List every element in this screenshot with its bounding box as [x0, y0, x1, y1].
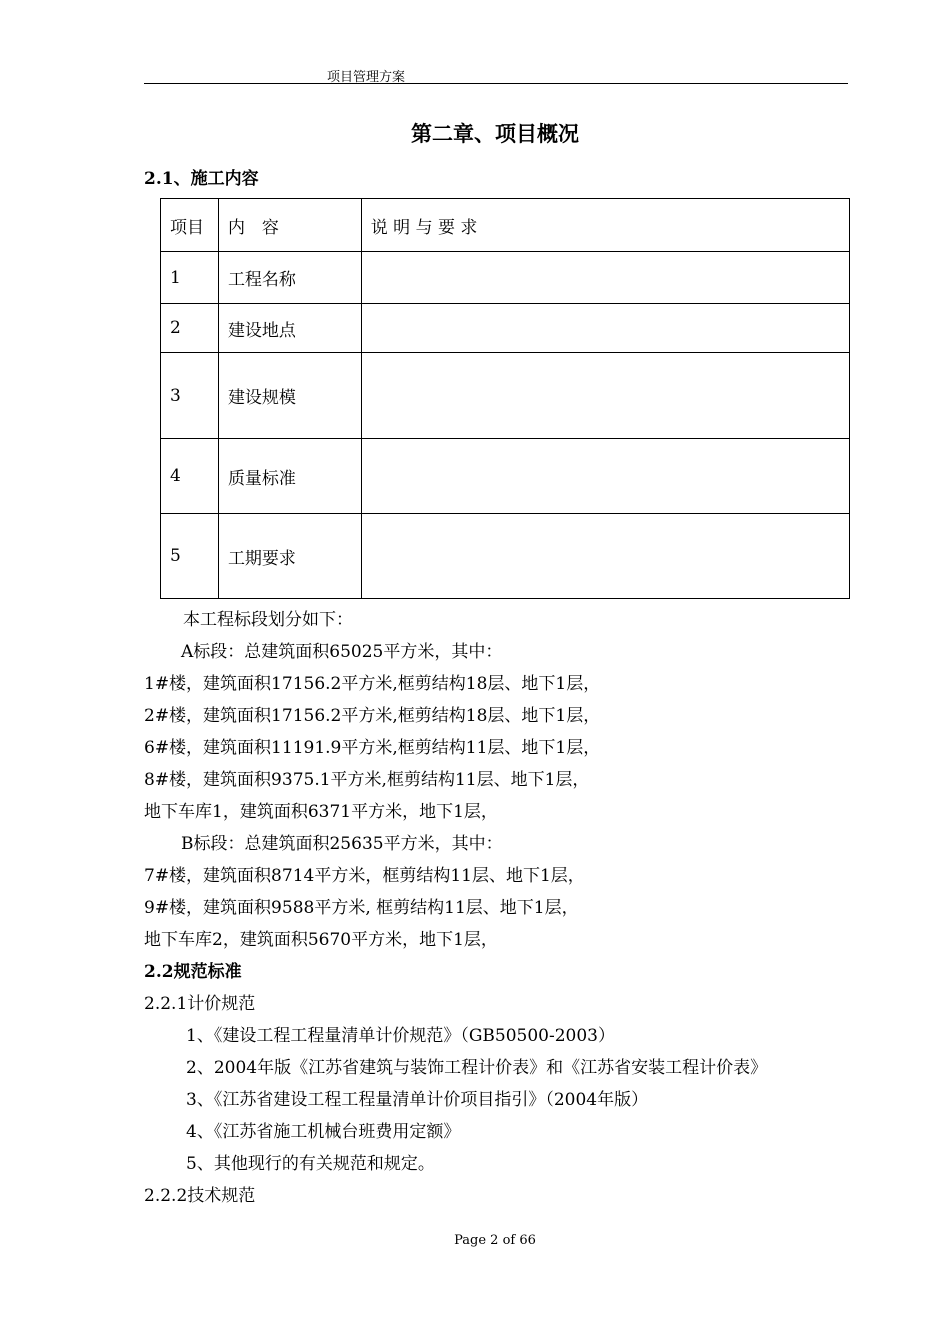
list-item: 5、其他现行的有关规范和规定。 [186, 1154, 435, 1174]
row-desc [361, 252, 849, 304]
row-number: 1 [161, 252, 219, 304]
page-number: Page 2 of 66 [454, 1233, 536, 1248]
table-row [161, 304, 850, 353]
list-item: 1、《建设工程工程量清单计价规范》（GB50500-2003） [186, 1026, 615, 1046]
row-item: 工期要求 [218, 514, 361, 599]
row-number: 3 [161, 353, 219, 439]
paragraph-b-section: B标段：总建筑面积25635平方米，其中： [181, 834, 503, 854]
project-info-table [160, 198, 850, 599]
row-item: 质量标准 [218, 439, 361, 514]
running-header: 项目管理方案 [327, 70, 406, 85]
row-desc [361, 304, 849, 353]
table-header-cell: 内 容 [218, 199, 361, 252]
list-item: 9#楼，建筑面积9588平方米, 框剪结构11层、地下1层， [144, 898, 579, 918]
row-number: 4 [161, 439, 219, 514]
header-rule [144, 83, 848, 84]
list-item: 地下车库2，建筑面积5670平方米，地下1层， [144, 930, 498, 950]
section-heading-2-2: 2.2规范标准 [144, 962, 242, 982]
table-row [161, 514, 850, 599]
subsection-heading-2-2-1: 2.2.1计价规范 [144, 994, 256, 1014]
row-desc [361, 514, 849, 599]
row-desc [361, 353, 849, 439]
list-item: 7#楼，建筑面积8714平方米，框剪结构11层、地下1层， [144, 866, 585, 886]
table-header-row [161, 199, 850, 252]
list-item: 2、2004年版《江苏省建筑与装饰工程计价表》和《江苏省安装工程计价表》 [186, 1058, 768, 1078]
table-header-cell: 项目 [161, 199, 219, 252]
list-item: 地下车库1，建筑面积6371平方米，地下1层， [144, 802, 498, 822]
row-number: 2 [161, 304, 219, 353]
list-item: 1#楼，建筑面积17156.2平方米,框剪结构18层、地下1层， [144, 674, 601, 694]
list-item: 3、《江苏省建设工程工程量清单计价项目指引》（2004年版） [186, 1090, 649, 1110]
list-item: 4、《江苏省施工机械台班费用定额》 [186, 1122, 461, 1142]
row-number: 5 [161, 514, 219, 599]
row-item: 建设规模 [218, 353, 361, 439]
paragraph-a-section: A标段：总建筑面积65025平方米，其中： [181, 642, 503, 662]
row-desc [361, 439, 849, 514]
paragraph-intro: 本工程标段划分如下： [183, 610, 353, 630]
list-item: 6#楼，建筑面积11191.9平方米,框剪结构11层、地下1层， [144, 738, 601, 758]
list-item: 8#楼，建筑面积9375.1平方米,框剪结构11层、地下1层， [144, 770, 590, 790]
table-header-cell: 说 明 与 要 求 [361, 199, 849, 252]
list-item: 2#楼，建筑面积17156.2平方米,框剪结构18层、地下1层， [144, 706, 601, 726]
section-heading-2-1: 2.1、施工内容 [144, 169, 259, 189]
table-row [161, 439, 850, 514]
row-item: 建设地点 [218, 304, 361, 353]
subsection-heading-2-2-2: 2.2.2技术规范 [144, 1186, 256, 1206]
chapter-title: 第二章、项目概况 [411, 121, 579, 146]
table-row [161, 252, 850, 304]
row-item: 工程名称 [218, 252, 361, 304]
table-row [161, 353, 850, 439]
